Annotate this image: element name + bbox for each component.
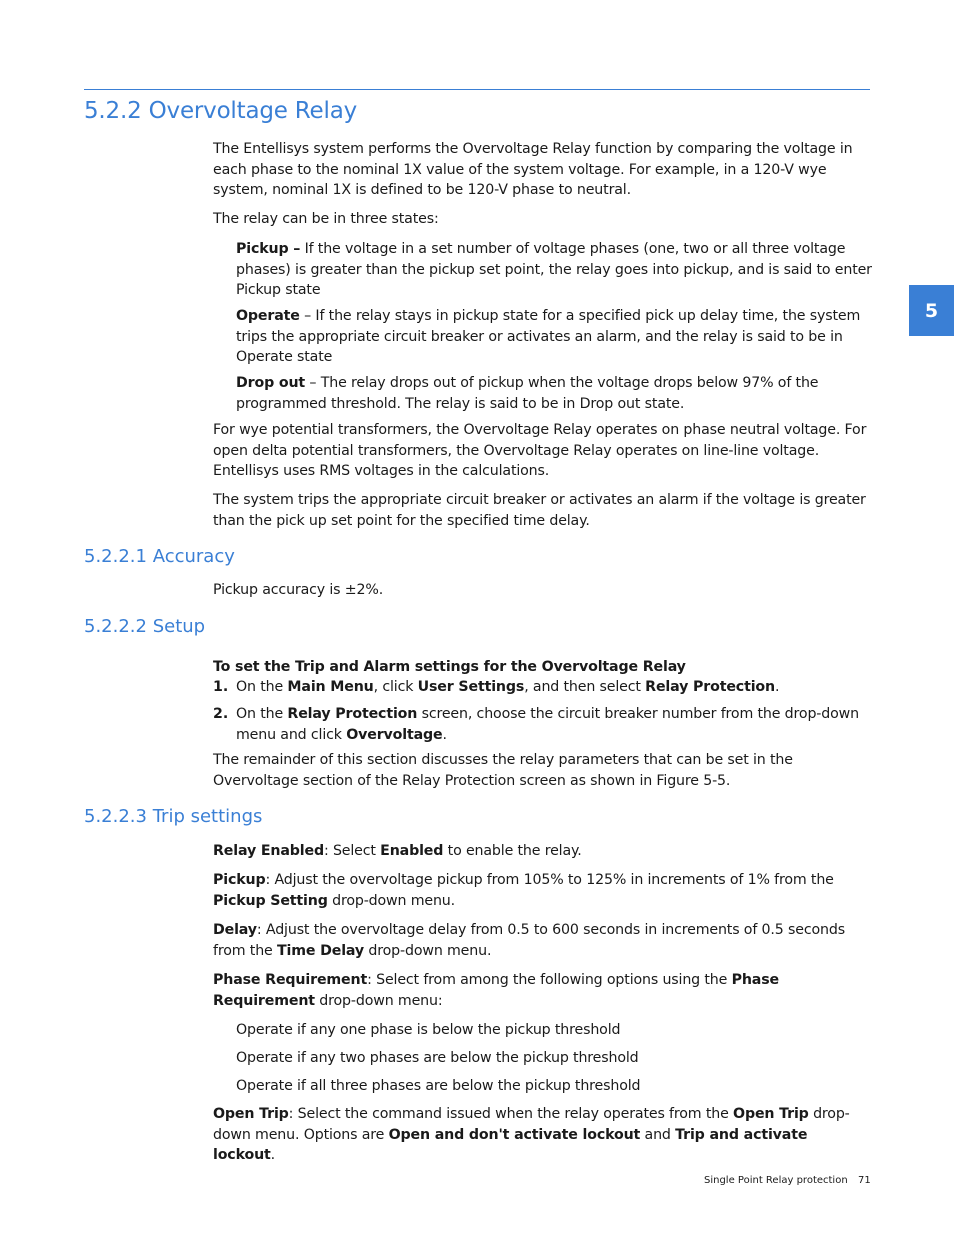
trip-settings-heading: 5.2.2.3 Trip settings <box>84 806 263 827</box>
procedure-title: To set the Trip and Alarm settings for the Overvoltage Relay <box>213 659 686 675</box>
header-rule <box>84 89 870 90</box>
state-term: Operate <box>236 308 300 324</box>
open-trip-paragraph: Open Trip: Select the command issued when the relay operates from the Open Trip drop-down menu. Options are Open and don't activate lockout and Trip and activate lockout. <box>213 1106 850 1163</box>
remainder-paragraph: The remainder of this section discusses the relay parameters that can be set in the Overvoltage section of the Relay Protection screen as shown in Figure 5-5. <box>213 752 793 789</box>
state-text: – The relay drops out of pickup when the voltage drops below 97% of the programmed threshold. The relay is said to be in Drop out state. <box>236 375 819 412</box>
trips-paragraph: The system trips the appropriate circuit breaker or activates an alarm if the voltage is greater than the pick up set point for the specified time delay. <box>213 492 866 529</box>
page-number: 71 <box>858 1175 871 1186</box>
pickup-paragraph: Pickup: Adjust the overvoltage pickup from 105% to 125% in increments of 1% from the Pickup Setting drop-down menu. <box>213 872 834 909</box>
state-text: – If the relay stays in pickup state for a specified pick up delay time, the system trips the appropriate circuit breaker or activates an alarm, and the relay is said to be in Operate state <box>236 308 861 365</box>
phase-option: Operate if any one phase is below the pickup threshold <box>236 1022 621 1038</box>
phase-requirement-paragraph: Phase Requirement: Select from among the following options using the Phase Requirement drop-down menu: <box>213 972 779 1009</box>
delay-paragraph: Delay: Adjust the overvoltage delay from 0.5 to 600 seconds in increments of 0.5 seconds from the Time Delay drop-down menu. <box>213 922 845 959</box>
state-pickup <box>236 239 873 301</box>
step-2: On the Relay Protection screen, choose the circuit breaker number from the drop-down menu and click Overvoltage. <box>236 706 859 743</box>
step-1: On the Main Menu, click User Settings, and then select Relay Protection. <box>236 679 780 695</box>
step-number: 1. <box>213 679 229 695</box>
states-intro: The relay can be in three states: <box>213 211 439 227</box>
relay-enabled-paragraph: Relay Enabled: Select Enabled to enable the relay. <box>213 843 582 859</box>
state-operate <box>236 306 873 368</box>
setup-heading: 5.2.2.2 Setup <box>84 616 206 637</box>
chapter-tab <box>909 285 954 336</box>
step-number: 2. <box>213 706 229 722</box>
accuracy-text: Pickup accuracy is ±2%. <box>213 582 384 598</box>
state-term: Drop out <box>236 375 306 391</box>
state-text: If the voltage in a set number of voltage phases (one, two or all three voltage phases) is greater than the pickup set point, the relay goes into pickup, and is said to enter Pickup state <box>236 241 872 298</box>
section-heading: 5.2.2 Overvoltage Relay <box>84 98 357 124</box>
accuracy-heading: 5.2.2.1 Accuracy <box>84 546 235 567</box>
phase-option: Operate if all three phases are below the pickup threshold <box>236 1078 641 1094</box>
footer-title: Single Point Relay protection <box>704 1175 848 1186</box>
intro-paragraph: The Entellisys system performs the Overvoltage Relay function by comparing the voltage in each phase to the nominal 1X value of the system voltage. For example, in a 120-V wye system, nominal 1X is defined to be 120-V phase to neutral. <box>213 141 853 198</box>
state-term: Pickup – <box>236 241 301 257</box>
phase-option: Operate if any two phases are below the pickup threshold <box>236 1050 639 1066</box>
state-dropout <box>236 373 873 414</box>
wye-paragraph: For wye potential transformers, the Overvoltage Relay operates on phase neutral voltage. For open delta potential transformers, the Overvoltage Relay operates on line-line voltage. Entellisys uses RMS voltages in the calculations. <box>213 422 867 479</box>
chapter-tab-number: 5 <box>924 299 939 322</box>
